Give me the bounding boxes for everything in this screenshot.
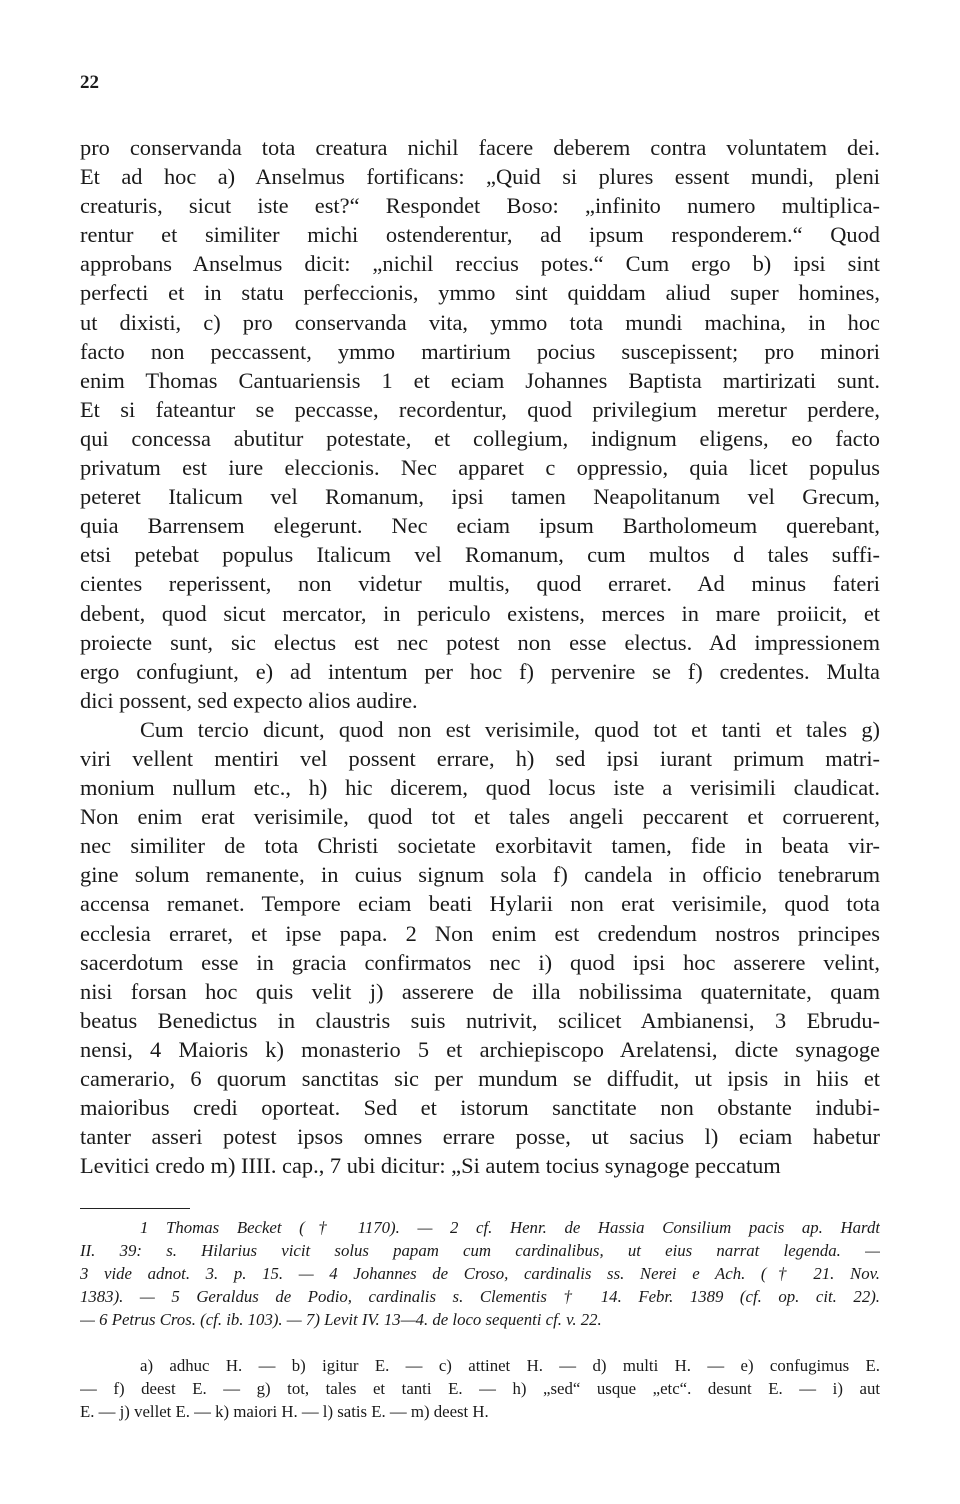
text-line: camerario, 6 quorum sanctitas sic per mundum se diffudit, ut ipsis in hiis et [80,1066,880,1091]
text-line: peteret Italicum vel Romanum, ipsi tamen Neapolitanum vel Grecum, [80,484,880,510]
critical-apparatus [80,1354,880,1423]
text-line: ut dixisti, c) pro conservanda vita, ymmo tota mundi machina, in hoc [80,309,880,335]
apparatus-line: — f) deest E. — g) tot, tales et tanti E. — h) „sed“ usque „etc“. desunt E. — i) aut [80,1379,880,1398]
footnote-divider [80,1208,190,1209]
text-line: quia Barrensem elegerunt. Nec eciam ipsum Bartholomeum querebant, [80,513,880,539]
text-line: approbans Anselmus dicit: „nichil reccius potes.“ Cum ergo b) ipsi sint [80,251,880,277]
text-line: ecclesia erraret, et ipse papa. 2 Non enim est credendum nostros principes [80,920,880,946]
text-line: Et ad hoc a) Anselmus fortificans: „Quid si plures essent mundi, pleni [80,164,880,190]
text-line: proiecte sunt, sic electus est nec potest non esse electus. Ad impressionem [80,629,880,655]
text-line: cientes reperissent, non videtur multis, quod erraret. Ad minus fateri [80,571,880,597]
main-text [80,133,880,1180]
footnote-line: II. 39: s. Hilarius vicit solus papam cum cardinalibus, ut eius narrat legenda. — [80,1241,880,1260]
text-line: sacerdotum esse in gracia confirmatos nec i) quod ipsi hoc asserere velint, [80,949,880,975]
text-line: pro conservanda tota creatura nichil facere deberem contra voluntatem dei. [80,135,880,160]
apparatus-line: E. — j) vellet E. — k) maiori H. — l) satis E. — m) deest H. [80,1402,489,1421]
text-line: rentur et similiter michi ostenderentur, ad ipsum responderem.“ Quod [80,222,880,248]
page-number: 22 [80,72,99,93]
text-line: enim Thomas Cantuariensis 1 et eciam Johannes Baptista martirizati sunt. [80,367,880,393]
text-line: nisi forsan hoc quis velit j) asserere de illa nobilissima quaternitate, quam [80,978,880,1004]
text-line: Levitici credo m) IIII. cap., 7 ubi dicitur: „Si autem tocius synagoge peccatum [80,1153,781,1179]
text-line: tanter asseri potest ipsos omnes errare posse, ut sacius l) eciam habetur [80,1124,880,1150]
text-line: facto non peccassent, ymmo martirium pocius suscepissent; pro minori [80,338,880,364]
text-line: beatus Benedictus in claustris suis nutrivit, scilicet Ambianensi, 3 Ebrudu- [80,1007,880,1033]
text-line: privatum est iure eleccionis. Nec apparet c oppressio, quia licet populus [80,455,880,481]
text-line: gine solum remanente, in cuius signum sola f) candela in officio tenebrarum [80,862,880,888]
text-line: nensi, 4 Maioris k) monasterio 5 et archiepiscopo Arelatensi, dicte synagoge [80,1036,880,1062]
text-line: Et si fateantur se peccasse, recordentur, quod privilegium meretur perdere, [80,396,880,422]
footnote-line: 1383). — 5 Geraldus de Podio, cardinalis s. Clementis † 14. Febr. 1389 (cf. op. cit. 22). [80,1287,880,1306]
text-line: Cum tercio dicunt, quod non est verisimile, quod tot et tanti et tales g) [140,716,880,742]
text-line: qui concessa abutitur potestate, et collegium, indignum eligens, eo facto [80,425,880,451]
apparatus-line: a) adhuc H. — b) igitur E. — c) attinet H. — d) multi H. — e) confugimus E. [140,1356,880,1375]
footnote-line: — 6 Petrus Cros. (cf. ib. 103). — 7) Levit IV. 13—4. de loco sequenti cf. v. 22. [80,1310,602,1329]
text-line: Non enim erat verisimile, quod tot et tales angeli peccarent et corruerent, [80,804,880,830]
text-line: maioribus credi oporteat. Sed et istorum sanctitate non obstante indubi- [80,1095,880,1121]
text-line: etsi petebat populus Italicum vel Romanum, cum multos d tales suffi- [80,542,880,568]
footnotes [80,1216,880,1331]
text-line: monium nullum etc., h) hic dicerem, quod locus iste a verisimili claudicat. [80,775,880,801]
text-line: ergo confugiunt, e) ad intentum per hoc f) pervenire se f) credentes. Multa [80,658,880,684]
text-line: debent, quod sicut mercator, in periculo existens, merces in mare proiicit, et [80,600,880,626]
text-line: dici possent, sed expecto alios audire. [80,687,418,713]
text-line: perfecti et in statu perfeccionis, ymmo sint quiddam aliud super homines, [80,280,880,306]
footnote-line: 3 vide adnot. 3. p. 15. — 4 Johannes de Croso, cardinalis ss. Nerei e Ach. († 21. Nov. [80,1264,880,1283]
text-line: accensa remanet. Tempore eciam beati Hylarii non erat verisimile, quod tota [80,891,880,917]
text-line: nec similiter de tota Christi societate exorbitavit tamen, fide in beata vir- [80,833,880,859]
footnote-line: 1 Thomas Becket († 1170). — 2 cf. Henr. de Hassia Consilium pacis ap. Hardt [140,1218,880,1237]
text-line: creaturis, sicut iste est?“ Respondet Boso: „infinito numero multiplica- [80,193,880,219]
text-line: viri vellent mentiri vel possent errare, h) sed ipsi iurant primum matri- [80,745,880,771]
